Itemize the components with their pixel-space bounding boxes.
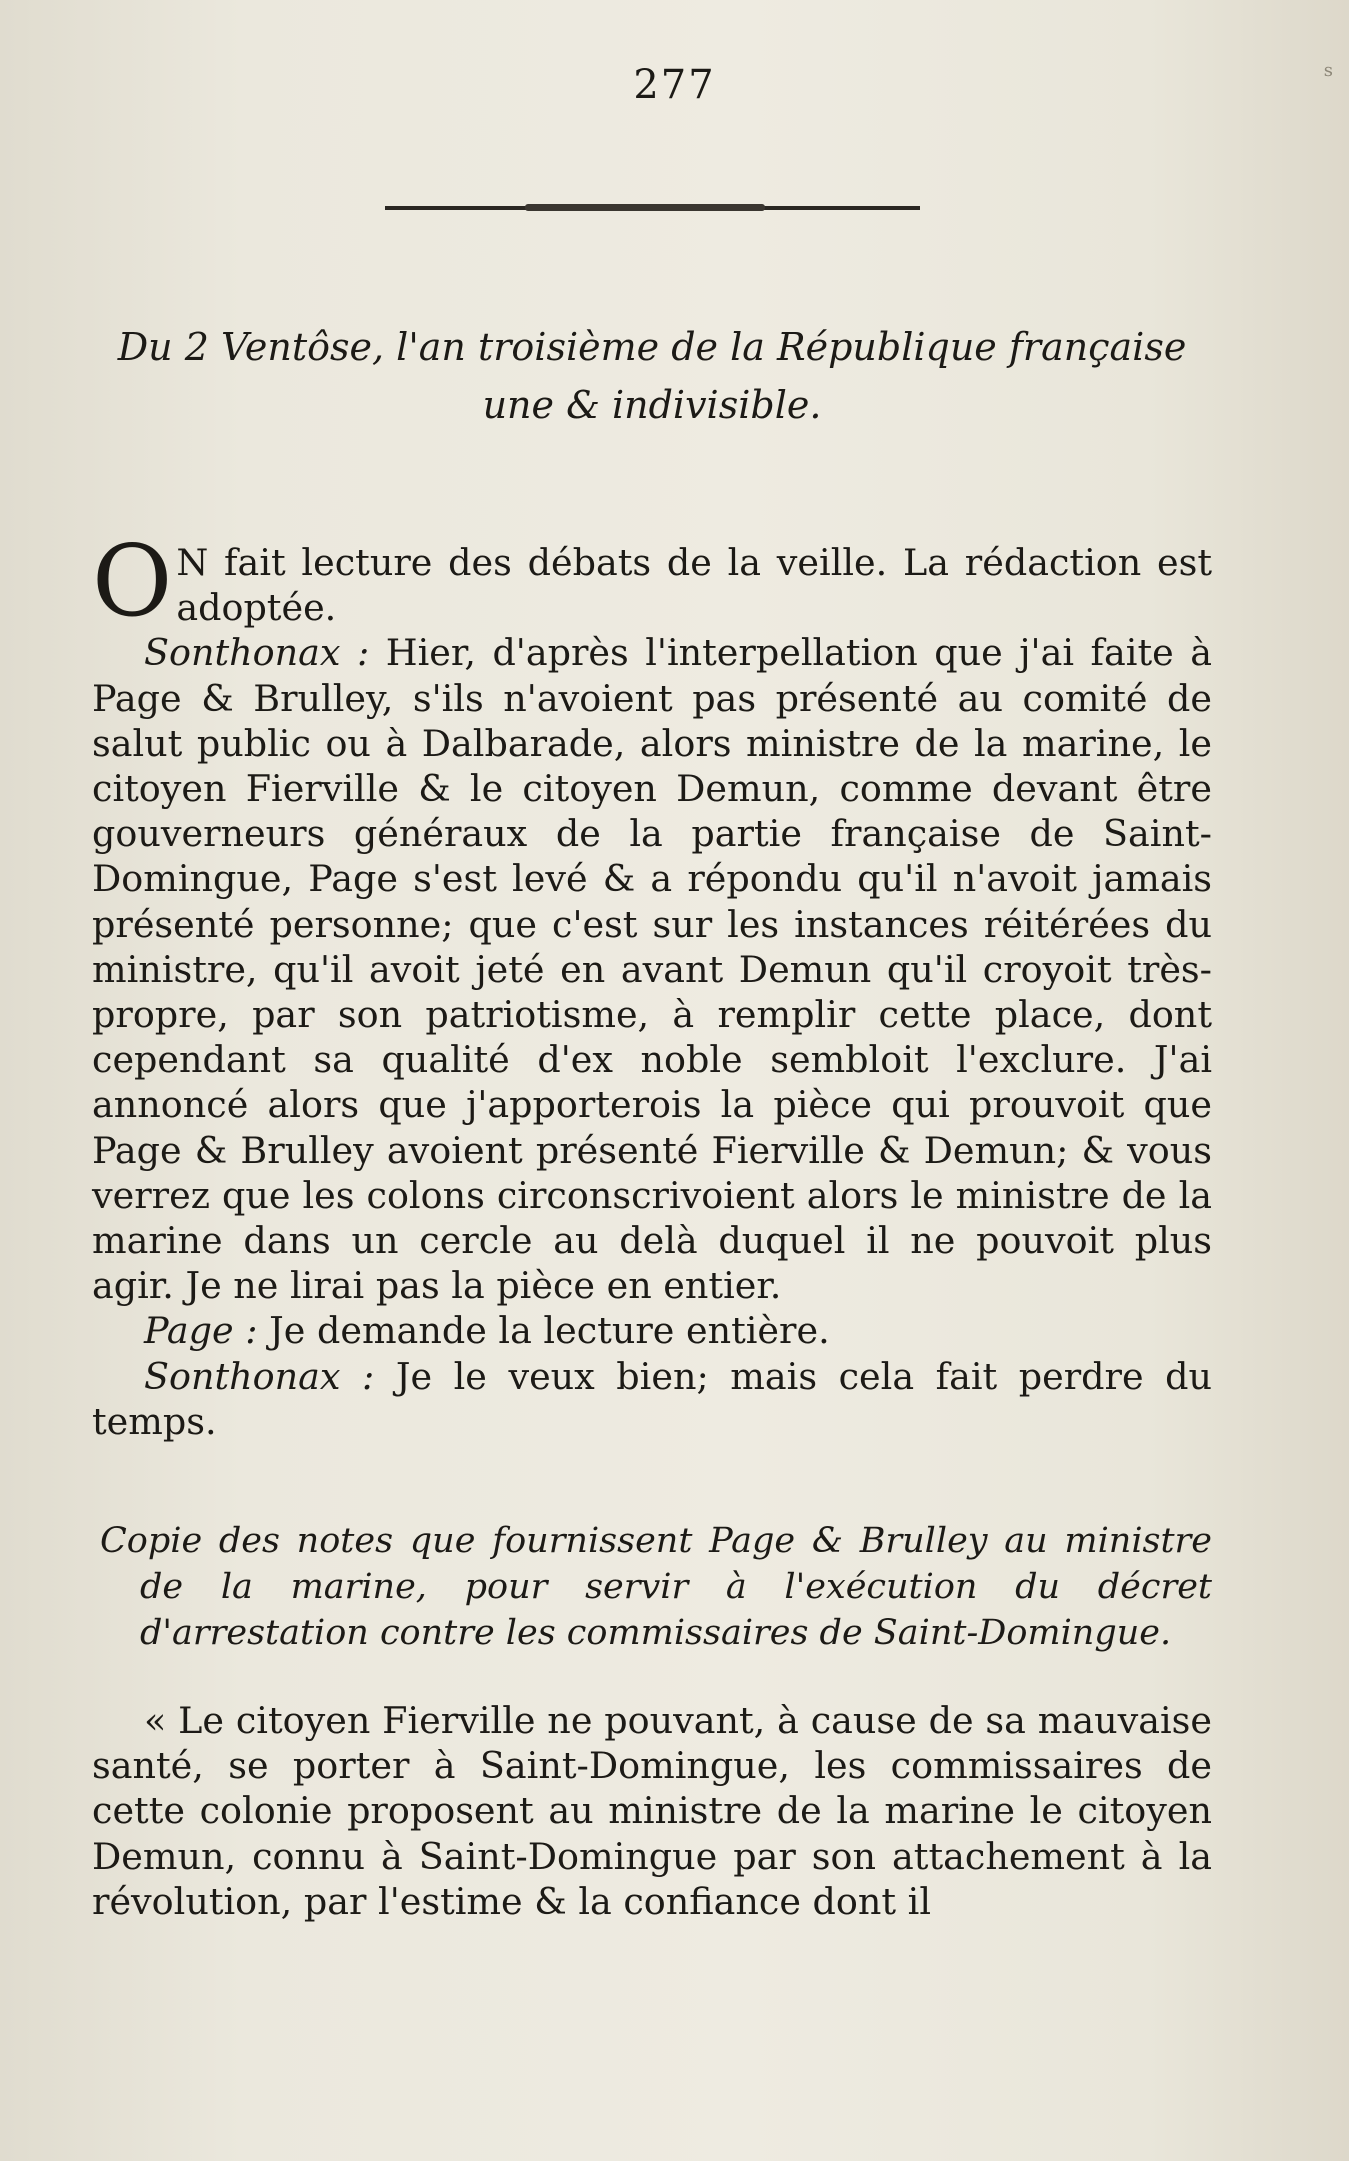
speaker-name: Page : — [144, 1309, 258, 1353]
paragraph-sonthonax-2 — [92, 1354, 1212, 1444]
paragraph-opening — [92, 525, 1212, 639]
document-copy-heading: Copie des notes que fournissent Page & Brulley au ministre de la marine, pour servir à l'exécution du décret d'arrestation contre les commissaires de Saint-Domingue. — [100, 1521, 1212, 1653]
page-number: 277 — [633, 62, 716, 108]
debate-body — [92, 525, 1213, 1444]
speech-text: Hier, d'après l'interpellation que j'ai faite à Page & Brulley, s'ils n'avoient pas présenté au comité de salut public ou à Dalbarade, alors ministre de la marine, le citoyen Fierville & le citoyen Demun, comme devant être gouverneurs généraux de la partie française de Saint-Domingue, Page s'est levé & a répondu qu'il n'avoit jamais présenté personne; que c'est sur les instances réitérées du ministre, qu'il avoit jeté en avant Demun qu'il croyoit très-propre, par son patriotisme, à remplir cette place, dont cependant sa qualité d'ex noble sembloit l'exclure. J'ai annoncé alors que j'apporterois la pièce qui prouvoit que Page & Brulley avoient présenté Fierville & Demun; & vous verrez que les colons circonscrivoient alors le ministre de la marine dans un cercle au delà duquel il ne pouvoit plus agir. Je ne lirai pas la pièce en entier. — [92, 631, 1212, 1308]
paragraph-sonthonax-1 — [92, 630, 1212, 1308]
header-rule — [385, 206, 920, 210]
speaker-name: Sonthonax : — [144, 1354, 375, 1398]
margin-mark: s — [1323, 60, 1333, 81]
speaker-name: Sonthonax : — [144, 631, 370, 675]
quoted-paragraph: « Le citoyen Fierville ne pouvant, à cause de sa mauvaise santé, se porter à Saint-Domingue, les commissaires de cette colonie proposent au ministre de la marine le citoyen Demun, connu à Saint-Domingue par son attachement à la révolution, par l'estime & la confiance dont il — [92, 1699, 1212, 1923]
paragraph-page — [92, 1308, 1212, 1353]
speech-text: Je demande la lecture entière. — [257, 1309, 830, 1353]
quoted-document — [92, 1698, 1212, 1924]
paragraph-opening-text: N fait lecture des débats de la veille. La rédaction est adoptée. — [176, 541, 1212, 630]
drop-cap: O — [92, 525, 173, 639]
session-title — [92, 318, 1212, 434]
speech-text: Je le veux bien; mais cela fait perdre du temps. — [92, 1354, 1213, 1443]
session-title-line-2: une & indivisible. — [482, 383, 822, 427]
session-title-line-1: Du 2 Ventôse, l'an troisième de la République française — [117, 325, 1187, 369]
